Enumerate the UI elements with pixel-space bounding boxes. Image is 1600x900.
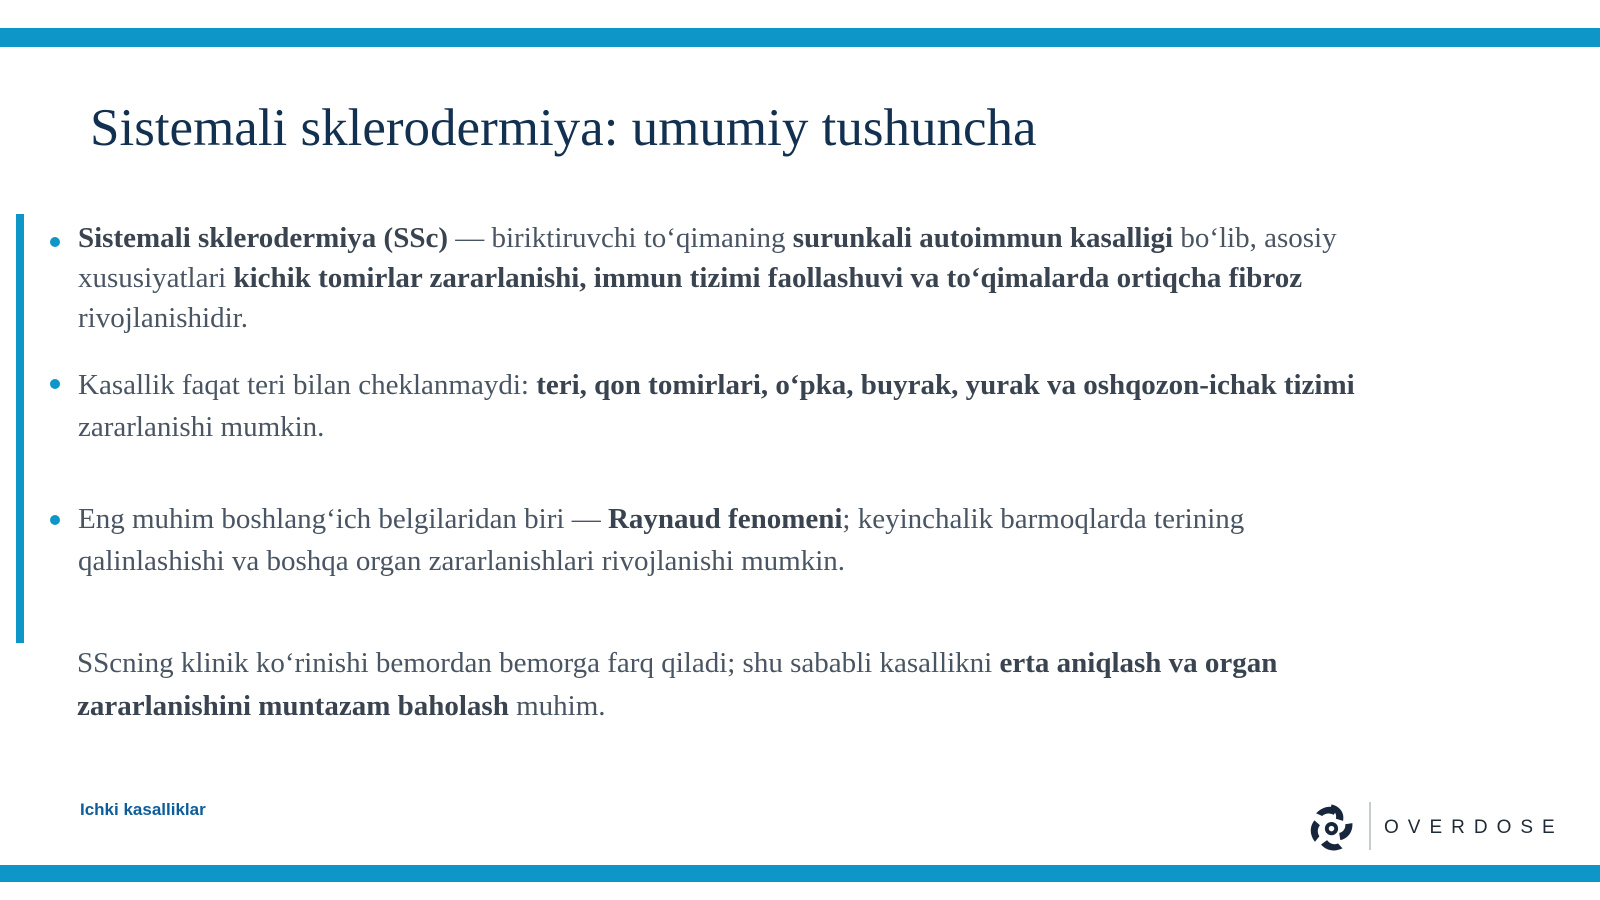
bullet-text-bold: Raynaud fenomeni <box>607 503 843 535</box>
bullet-text <box>78 218 1395 338</box>
bullet-text-bold: surunkali autoimmun kasalligi <box>792 222 1174 254</box>
bullet-text <box>78 364 1395 448</box>
bullet-text-normal: — biriktiruvchi to‘qimaning <box>448 222 793 254</box>
bullet-text-bold: teri, qon tomirlari, o‘pka, buyrak, yurak va oshqozon-ichak tizimi <box>536 369 1355 401</box>
bullet-text-normal: zararlanishi mumkin. <box>78 411 325 443</box>
bullet-dot-icon <box>50 237 60 247</box>
bullet-text-normal: Kasallik faqat teri bilan cheklanmaydi: <box>78 369 537 401</box>
content-accent-line <box>16 214 24 643</box>
bullet-dot-icon <box>50 515 60 525</box>
summary-text-normal: SScning klinik ko‘rinishi bemordan bemorga farq qiladi; shu sababli kasallikni <box>77 647 1000 679</box>
bullet-text-normal: bo‘lib, asosiy xususiyatlari <box>78 222 1337 294</box>
summary-text-bold: erta aniqlash va organ zararlanishini muntazam baholash <box>77 647 1278 722</box>
slide-title: Sistemali sklerodermiya: umumiy tushuncha <box>90 99 1037 157</box>
bottom-accent-bar <box>0 865 1600 882</box>
bullet-text <box>78 498 1395 582</box>
bullet-text-bold: kichik tomirlar zararlanishi, immun tizimi faollashuvi va to‘qimalarda ortiqcha fibroz <box>233 262 1303 294</box>
bullet-text-bold: Sistemali sklerodermiya (SSc) <box>78 222 448 254</box>
footer-section-label: Ichki kasalliklar <box>80 800 206 819</box>
bullet-dot-icon <box>50 379 60 389</box>
bullet-text-normal: Eng muhim boshlang‘ich belgilaridan biri — <box>78 503 608 535</box>
logo-divider <box>1369 802 1371 850</box>
top-accent-bar <box>0 28 1600 47</box>
summary-text-normal: muhim. <box>508 690 606 722</box>
summary-paragraph <box>77 642 1407 728</box>
bullet-text-normal: rivojlanishidir. <box>78 302 248 334</box>
brand-name: OVERDOSE <box>1384 817 1564 838</box>
bullet-text-normal: ; keyinchalik barmoqlarda terining qalinlashishi va boshqa organ zararlanishlari rivojlanishi mumkin. <box>78 503 1245 577</box>
overdose-logo-icon <box>1304 800 1359 855</box>
